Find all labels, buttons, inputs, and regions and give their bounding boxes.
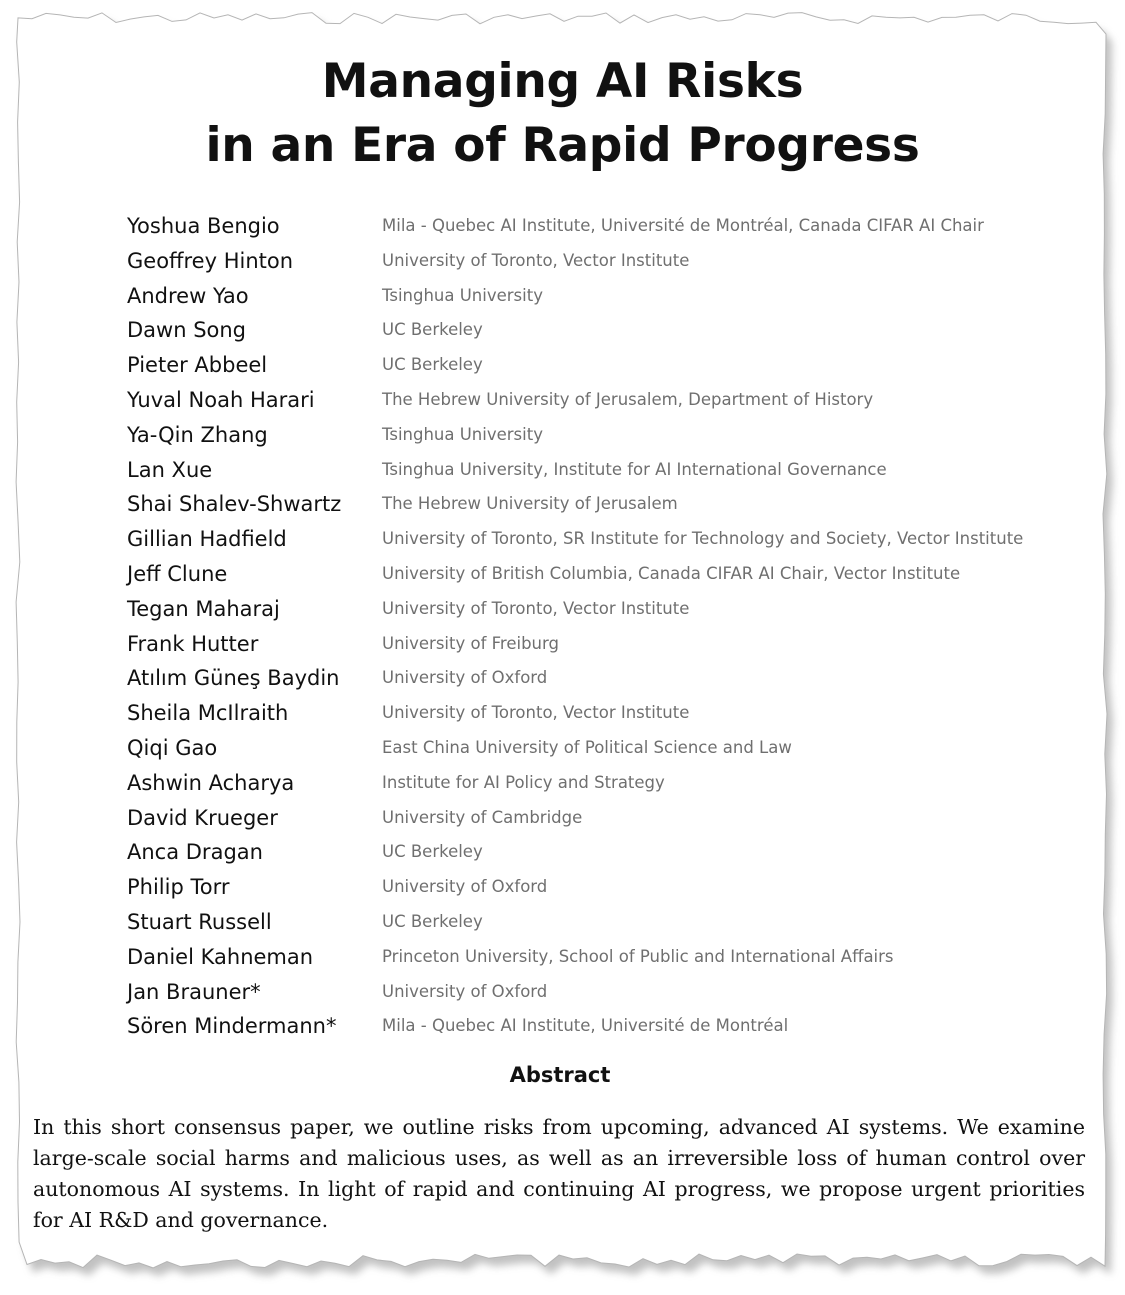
- author-row: [127, 767, 1087, 802]
- author-name: Pieter Abbeel: [127, 353, 268, 378]
- author-affiliation: University of Oxford: [382, 877, 548, 897]
- author-name: Sheila McIlraith: [127, 701, 289, 726]
- author-affiliation: UC Berkeley: [382, 911, 483, 931]
- author-name: Tegan Maharaj: [127, 596, 280, 621]
- author-row: [127, 662, 1087, 697]
- author-name: Atılım Güneş Baydin: [127, 666, 340, 691]
- author-name: David Krueger: [127, 805, 278, 830]
- author-row: [127, 593, 1087, 628]
- author-name: Andrew Yao: [127, 283, 249, 308]
- author-name: Sören Mindermann*: [127, 1014, 337, 1039]
- author-affiliation: University of Toronto, Vector Institute: [382, 598, 690, 618]
- author-row: [127, 976, 1087, 1011]
- author-affiliation: University of British Columbia, Canada CIFAR AI Chair, Vector Institute: [382, 563, 961, 583]
- author-affiliation: Tsinghua University, Institute for AI International Governance: [382, 459, 887, 479]
- author-affiliation: University of Freiburg: [382, 633, 559, 653]
- author-name: Jeff Clune: [127, 561, 228, 586]
- author-name: Dawn Song: [127, 318, 247, 343]
- author-row: [127, 280, 1087, 315]
- author-affiliation: Mila - Quebec AI Institute, Université de Montréal: [382, 1016, 789, 1036]
- paper-title: [0, 50, 1125, 178]
- abstract-heading: Abstract: [509, 1063, 611, 1087]
- author-affiliation: University of Cambridge: [382, 807, 583, 827]
- author-row: [127, 802, 1087, 837]
- author-name: Ya-Qin Zhang: [127, 422, 268, 447]
- author-affiliation: The Hebrew University of Jerusalem, Department of History: [382, 389, 874, 409]
- author-row: [127, 628, 1087, 663]
- author-row: [127, 1010, 1087, 1045]
- author-row: [127, 836, 1087, 871]
- author-name: Stuart Russell: [127, 909, 272, 934]
- author-name: Lan Xue: [127, 457, 213, 482]
- author-affiliation: The Hebrew University of Jerusalem: [382, 494, 678, 514]
- author-affiliation: University of Oxford: [382, 981, 548, 1001]
- title-line-2: in an Era of Rapid Progress: [205, 118, 920, 173]
- author-affiliation: Mila - Quebec AI Institute, Université de Montréal, Canada CIFAR AI Chair: [382, 216, 984, 235]
- author-row: [127, 349, 1087, 384]
- author-affiliation: University of Toronto, SR Institute for Technology and Society, Vector Institute: [382, 529, 1024, 549]
- author-affiliation: East China University of Political Science and Law: [382, 737, 792, 757]
- author-row: [127, 906, 1087, 941]
- author-affiliation: Tsinghua University: [382, 424, 543, 444]
- author-name: Daniel Kahneman: [127, 944, 314, 969]
- author-affiliation: Institute for AI Policy and Strategy: [382, 772, 665, 792]
- author-affiliation: Tsinghua University: [382, 285, 543, 305]
- author-row: [127, 245, 1087, 280]
- author-row: [127, 488, 1087, 523]
- author-affiliation: University of Toronto, Vector Institute: [382, 250, 690, 270]
- author-affiliation: UC Berkeley: [382, 355, 483, 375]
- author-affiliation: UC Berkeley: [382, 842, 483, 862]
- author-affiliation: University of Oxford: [382, 668, 548, 688]
- author-row: [127, 454, 1087, 489]
- title-line-1: Managing AI Risks: [321, 54, 804, 109]
- author-name: Jan Brauner*: [127, 979, 261, 1004]
- author-name: Yoshua Bengio: [127, 214, 280, 238]
- author-name: Shai Shalev-Shwartz: [127, 492, 342, 517]
- author-name: Gillian Hadfield: [127, 527, 287, 552]
- author-row: [127, 732, 1087, 767]
- author-row: [127, 697, 1087, 732]
- author-row: [127, 419, 1087, 454]
- author-affiliation: Princeton University, School of Public and International Affairs: [382, 946, 894, 966]
- author-row: [127, 871, 1087, 906]
- author-affiliation: University of Toronto, Vector Institute: [382, 703, 690, 723]
- abstract-text: In this short consensus paper, we outline risks from upcoming, advanced AI systems. We examine large-scale social harms and malicious uses, as well as an irreversible loss of human control over autonomous AI systems. In light of rapid and continuing AI progress, we propose urgent priorities for AI R&D and governance.: [33, 1115, 1085, 1232]
- author-row: [127, 941, 1087, 976]
- author-name: Yuval Noah Harari: [127, 387, 315, 412]
- author-row: [127, 314, 1087, 349]
- author-name: Ashwin Acharya: [127, 770, 295, 795]
- author-name: Geoffrey Hinton: [127, 248, 294, 273]
- author-name: Qiqi Gao: [127, 735, 218, 760]
- author-row: [127, 558, 1087, 593]
- author-name: Frank Hutter: [127, 631, 259, 656]
- author-affiliation: UC Berkeley: [382, 320, 483, 340]
- author-name: Anca Dragan: [127, 840, 263, 865]
- author-row: [127, 210, 1087, 245]
- author-list: [127, 210, 1087, 1045]
- author-row: [127, 384, 1087, 419]
- author-row: [127, 523, 1087, 558]
- author-name: Philip Torr: [127, 875, 230, 900]
